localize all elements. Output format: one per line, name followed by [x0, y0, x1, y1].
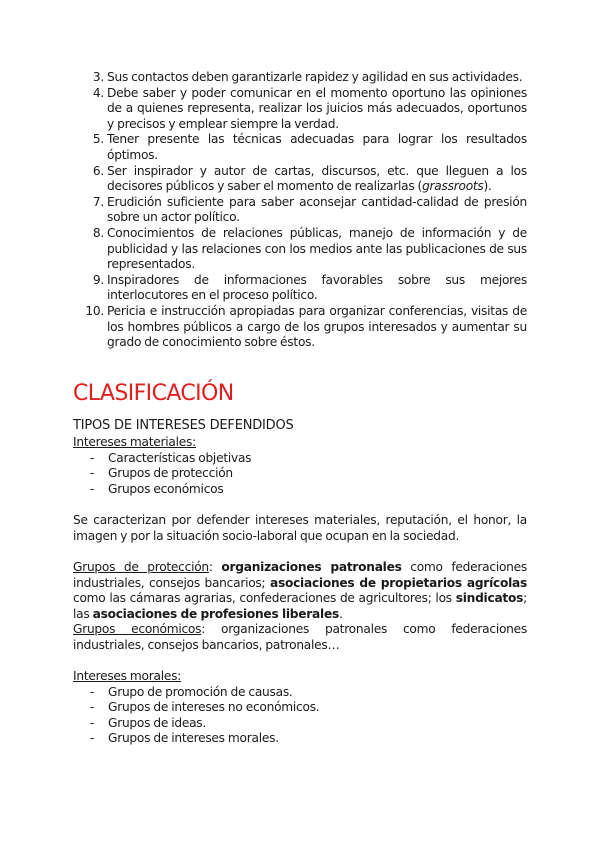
grassroots-term: grassroots — [422, 179, 484, 194]
proteccion-text: ; las — [73, 591, 527, 621]
economicos-label: Grupos económicos — [73, 622, 202, 637]
bold-term: sindicatos — [455, 591, 524, 606]
bullet-text: Grupos de ideas. — [108, 715, 207, 730]
list-number: 8. — [92, 225, 104, 240]
bold-term: organizaciones patronales — [221, 560, 402, 574]
list-number: 6. — [92, 163, 104, 178]
list-item — [82, 304, 527, 351]
morales-block — [73, 669, 527, 747]
bullet-dash: - — [90, 700, 95, 715]
list-item-text: Ser inspirador y autor de cartas, discursos, etc. que lleguen a los decisores públicos y saber el momento de realizarlas ( — [107, 163, 527, 194]
list-item-text: Pericia e instrucción apropiadas para organizar conferencias, visitas de los hombres públicos a cargo de los grupos interesados y aumentar su grado de conocimiento sobre éstos. — [107, 303, 527, 350]
list-item — [82, 273, 527, 304]
list-item-text: Inspiradores de informaciones favorables sobre sus mejores interlocutores en el proceso político. — [107, 272, 527, 303]
bullet-text: Grupos económicos — [108, 481, 224, 496]
materiales-label: Intereses materiales: — [73, 435, 196, 449]
list-number: 5. — [92, 132, 104, 147]
list-item-text: Tener presente las técnicas adecuadas para lograr los resultados óptimos. — [107, 132, 527, 162]
proteccion-label: Grupos de protección — [73, 560, 209, 574]
bullet-text: Grupos de intereses morales. — [108, 731, 279, 746]
section-title: CLASIFICACIÓN — [73, 381, 234, 406]
list-item — [73, 731, 527, 747]
list-number: 9. — [92, 272, 104, 287]
materiales-list — [73, 451, 527, 498]
bullet-dash: - — [90, 450, 95, 465]
bullet-dash: - — [90, 715, 95, 730]
bullet-dash: - — [90, 466, 95, 481]
bold-term: asociaciones de profesiones liberales — [92, 606, 339, 621]
list-number: 4. — [92, 85, 104, 100]
list-item-text: Debe saber y poder comunicar en el momento oportuno las opiniones de a quienes representa, realizar los juicios más adecuados, oportunos y precisos y emplear siempre la verdad. — [107, 85, 527, 131]
proteccion-text: como federaciones industriales, consejos bancarios; — [73, 560, 528, 590]
morales-label: Intereses morales: — [73, 669, 182, 683]
bullet-text: Grupos de intereses no económicos. — [108, 700, 320, 715]
list-item — [73, 716, 527, 732]
bullet-dash: - — [90, 481, 95, 496]
list-item — [73, 685, 527, 701]
list-number: 7. — [92, 194, 104, 209]
proteccion-sep: : — [208, 560, 222, 574]
subtitle: TIPOS DE INTERESES DEFENDIDOS — [73, 418, 294, 433]
list-item-text: Conocimientos de relaciones públicas, manejo de información y de publicidad y las relaciones con los medios ante las publicaciones de sus representados. — [107, 225, 527, 272]
list-item — [73, 466, 527, 482]
list-item — [82, 164, 527, 195]
bullet-dash: - — [90, 731, 95, 746]
list-item — [82, 86, 527, 133]
economicos-text: : organizaciones patronales como federaciones industriales, consejos bancarios, patronales… — [73, 622, 527, 652]
list-item — [82, 70, 527, 86]
bold-term: asociaciones de propietarios agrícolas — [269, 575, 528, 590]
list-item-text: Sus contactos deben garantizarle rapidez y agilidad en sus actividades. — [107, 70, 523, 84]
list-item — [73, 482, 527, 498]
proteccion-text: como las cámaras agrarias, confederaciones de agricultores; los — [73, 591, 456, 606]
bullet-text: Grupos de protección — [108, 466, 233, 481]
list-item — [73, 451, 527, 467]
list-item-text-end: ). — [483, 179, 492, 194]
list-item-text: Erudición suficiente para saber aconsejar cantidad-calidad de presión sobre un actor político. — [107, 194, 527, 225]
numbered-list — [82, 70, 527, 351]
list-item — [82, 226, 527, 273]
bullet-text: Características objetivas — [108, 450, 252, 465]
bullet-text: Grupo de promoción de causas. — [108, 684, 293, 699]
paragraph-caracterizan: Se caracterizan por defender intereses materiales, reputación, el honor, la imagen y por la situación socio-laboral que ocupan en la sociedad. — [73, 513, 527, 543]
list-item — [73, 700, 527, 716]
list-number: 10. — [85, 303, 104, 318]
list-number: 3. — [92, 70, 104, 84]
materiales-block — [73, 435, 527, 497]
list-item — [82, 195, 527, 226]
list-item — [82, 132, 527, 163]
morales-list — [73, 685, 527, 747]
bullet-dash: - — [90, 684, 95, 699]
proteccion-paragraph — [73, 560, 527, 654]
proteccion-text: . — [338, 606, 343, 621]
